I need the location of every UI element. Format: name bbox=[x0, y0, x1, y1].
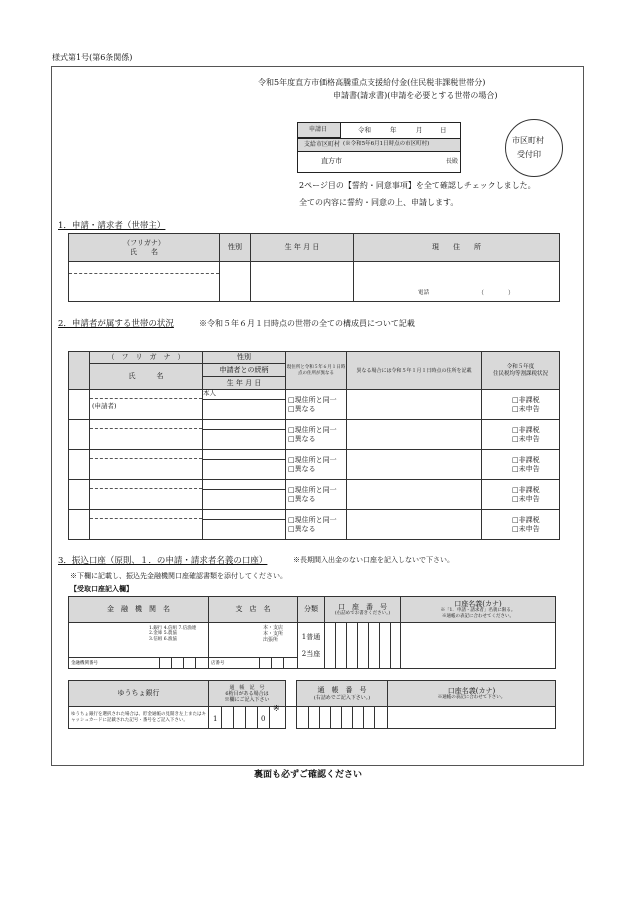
opt-undeclared[interactable]: □未申告 bbox=[512, 434, 540, 443]
opt-diff[interactable]: □異なる bbox=[288, 434, 316, 443]
type-cell[interactable] bbox=[298, 623, 325, 669]
bank-code-label: 金融機関番号 bbox=[71, 661, 98, 666]
name-header: 氏 名 bbox=[130, 247, 158, 256]
phone-label: 電話 bbox=[418, 290, 430, 296]
household-status-header bbox=[482, 352, 560, 390]
member-prev-address-cell[interactable] bbox=[347, 450, 482, 480]
member-prev-address-cell[interactable] bbox=[347, 390, 482, 420]
member-name-cell[interactable] bbox=[90, 390, 203, 420]
passbook-symbol-header bbox=[209, 681, 286, 707]
confirm-line-2: 全ての内容に誓約・同意の上、申請します。 bbox=[299, 198, 459, 207]
applicant-address-cell[interactable] bbox=[354, 262, 560, 302]
reception-stamp-circle bbox=[505, 119, 563, 177]
account-no-cell[interactable] bbox=[325, 623, 401, 669]
symbol-star: ※ bbox=[273, 704, 280, 713]
opt-taxed[interactable]: □非課税 bbox=[512, 456, 540, 465]
footer-note: 裏面も必ずご確認ください bbox=[254, 770, 363, 780]
holder-header bbox=[401, 597, 556, 623]
member-same-cell[interactable] bbox=[286, 450, 347, 480]
municipality-city: 直方市 bbox=[321, 157, 342, 165]
yucho-header: ゆうちょ銀行 bbox=[69, 681, 209, 707]
gender-header: 性別 bbox=[220, 234, 251, 262]
branch-name-cell[interactable] bbox=[209, 623, 298, 669]
title-line-1: 令和5年度直方市価格高騰重点支援給付金(住民税非課税世帯分) bbox=[258, 78, 486, 87]
type-2[interactable]: 2当座 bbox=[301, 649, 321, 658]
applicant-name-cell[interactable] bbox=[69, 262, 220, 302]
account-no-label: 口 座 番 号 bbox=[338, 602, 387, 611]
member-prev-address-cell[interactable] bbox=[347, 420, 482, 450]
dob-header: 生 年 月 日 bbox=[251, 234, 354, 262]
household-name-header: 氏 名 bbox=[90, 364, 203, 390]
section-2-heading: 2．申請者が属する世帯の状況 bbox=[58, 319, 174, 329]
account-no-note: (右詰めでお書きください。) bbox=[334, 611, 391, 616]
municipality-mayor: 長殿 bbox=[446, 158, 459, 165]
member-relation-cell[interactable] bbox=[203, 420, 286, 450]
opt-diff[interactable]: □異なる bbox=[288, 464, 316, 473]
member-name-cell[interactable] bbox=[90, 450, 203, 480]
household-row bbox=[69, 510, 560, 540]
furigana-header: （フリガナ） bbox=[123, 239, 165, 248]
opt-same[interactable]: □現住所と同一 bbox=[288, 426, 337, 435]
opt-taxed[interactable]: □非課税 bbox=[512, 396, 540, 405]
member-status-cell[interactable] bbox=[482, 390, 560, 420]
self-label: 本人 bbox=[203, 389, 216, 397]
passbook-symbol-note-2: ※欄にご記入下さい bbox=[224, 696, 270, 703]
opt-taxed[interactable]: □非課税 bbox=[512, 486, 540, 495]
holder-cell[interactable] bbox=[401, 623, 556, 669]
section-3-sub: 【受取口座記入欄】 bbox=[70, 584, 133, 593]
yucho-holder-note: ※通帳の表記に合わせて下さい。 bbox=[437, 695, 506, 700]
section-3-note-2: ※下欄に記載し、振込先金融機関口座確認書類を添付してください。 bbox=[70, 572, 287, 580]
member-same-cell[interactable] bbox=[286, 420, 347, 450]
opt-diff[interactable]: □異なる bbox=[288, 524, 316, 533]
household-same-header: 現住所と令和５年６月１日時点の住所が異なる bbox=[286, 352, 347, 390]
holder-label: 口座名義(カナ) bbox=[454, 599, 502, 608]
opt-same[interactable]: □現住所と同一 bbox=[288, 486, 337, 495]
opt-taxed[interactable]: □非課税 bbox=[512, 426, 540, 435]
type-1[interactable]: 1普通 bbox=[301, 633, 321, 642]
opt-same[interactable]: □現住所と同一 bbox=[288, 516, 337, 525]
yucho-holder-label: 口座名義(カナ) bbox=[447, 686, 496, 695]
yucho-table bbox=[68, 680, 556, 729]
applicant-tag: (申請者) bbox=[92, 402, 117, 410]
branch-code-label: 店番号 bbox=[211, 661, 225, 666]
member-relation-cell[interactable] bbox=[203, 510, 286, 540]
household-row bbox=[69, 450, 560, 480]
household-row bbox=[69, 390, 560, 420]
member-status-cell[interactable] bbox=[482, 420, 560, 450]
household-furigana-header: （ フ リ ガ ナ ） bbox=[90, 352, 203, 364]
status-header-line-2: 住民税均等割課税状況 bbox=[492, 370, 548, 377]
title-line-2: 申請書(請求書)(申請を必要とする世帯の場合) bbox=[333, 91, 498, 100]
bank-name-header: 金 融 機 関 名 bbox=[69, 597, 209, 623]
confirm-line-1: 2ページ目の【誓約・同意事項】を全て確認しチェックしました。 bbox=[299, 181, 536, 190]
applicant-table bbox=[68, 233, 560, 302]
passbook-symbol-cell[interactable] bbox=[209, 704, 286, 729]
member-prev-address-cell[interactable] bbox=[347, 510, 482, 540]
member-same-cell[interactable] bbox=[286, 390, 347, 420]
municipality-label: 支給市区町村 bbox=[304, 141, 341, 148]
opt-diff[interactable]: □異なる bbox=[288, 404, 316, 413]
section-3-heading: 3．振込口座（原則、１．の申請・請求者名義の口座） bbox=[58, 556, 268, 566]
section-2-note: ※令和５年６月１日時点の世帯の全ての構成員について記載 bbox=[199, 319, 415, 328]
application-date-era: 令和 bbox=[358, 126, 371, 134]
member-prev-address-cell[interactable] bbox=[347, 480, 482, 510]
application-date-month[interactable]: 月 bbox=[416, 126, 423, 134]
household-table bbox=[68, 351, 560, 540]
yucho-holder-header bbox=[388, 681, 556, 707]
member-same-cell[interactable] bbox=[286, 480, 347, 510]
section-1-heading: 1．申請・請求者（世帯主） bbox=[58, 221, 166, 231]
form-label: 様式第1号(第6条関係) bbox=[52, 53, 133, 62]
passbook-no-header bbox=[297, 681, 388, 707]
application-date-day[interactable]: 日 bbox=[440, 126, 447, 134]
phone-parens[interactable]: （ ） bbox=[478, 290, 515, 297]
household-dob-header: 生 年 月 日 bbox=[203, 377, 286, 390]
yucho-instruction: ゆうちょ銀行を選択された場合は、貯金通帳の見開き左上またはキャッシュカードに記載された記号・番号をご記入下さい。 bbox=[69, 707, 209, 729]
passbook-symbol-label: 通 帳 記 号 bbox=[229, 684, 265, 691]
branch-name-header: 支 店 名 bbox=[209, 597, 298, 623]
member-relation-cell[interactable] bbox=[203, 450, 286, 480]
yucho-holder-cell[interactable] bbox=[388, 707, 556, 729]
household-row bbox=[69, 480, 560, 510]
household-relation-header: 申請者との続柄 bbox=[203, 364, 286, 377]
stamp-line-2: 受付印 bbox=[517, 150, 541, 159]
bank-name-cell[interactable] bbox=[69, 623, 209, 669]
section-3-note-1: ※長期間入出金のない口座を記入しないで下さい。 bbox=[293, 556, 454, 564]
applicant-dob-cell[interactable] bbox=[251, 262, 354, 302]
address-header: 現 住 所 bbox=[354, 234, 560, 262]
opt-diff[interactable]: □異なる bbox=[288, 494, 316, 503]
account-no-header bbox=[325, 597, 401, 623]
member-status-cell[interactable] bbox=[482, 480, 560, 510]
symbol-digit-0: 0 bbox=[261, 715, 266, 723]
member-name-cell[interactable] bbox=[90, 480, 203, 510]
application-date-year[interactable]: 年 bbox=[390, 126, 397, 134]
member-same-cell[interactable] bbox=[286, 510, 347, 540]
opt-undeclared[interactable]: □未申告 bbox=[512, 404, 540, 413]
member-relation-cell[interactable] bbox=[203, 390, 286, 420]
applicant-gender-cell[interactable] bbox=[220, 262, 251, 302]
application-date-label: 申請日 bbox=[309, 126, 328, 133]
branch-types: 本・支店 本・支所 出張所 bbox=[263, 625, 284, 643]
passbook-no-label: 通 帳 番 号 bbox=[317, 686, 367, 695]
household-diff-header: 異なる場合には令和５年１月１日時点の住所を記載 bbox=[347, 352, 482, 390]
stamp-line-1: 市区町村 bbox=[512, 136, 544, 145]
opt-same[interactable]: □現住所と同一 bbox=[288, 456, 337, 465]
bank-account-table bbox=[68, 596, 556, 669]
type-header: 分類 bbox=[298, 597, 325, 623]
opt-same[interactable]: □現住所と同一 bbox=[288, 396, 337, 405]
holder-note-1: ※「1．申請・請求者」名義に限る。 bbox=[440, 608, 516, 614]
status-header-line-1: 令和５年度 bbox=[506, 363, 535, 370]
opt-taxed[interactable]: □非課税 bbox=[512, 516, 540, 525]
municipality-note: (※令和5年6月1日時点の市区町村) bbox=[343, 141, 430, 147]
household-gender-header: 性別 bbox=[203, 352, 286, 364]
passbook-no-cell[interactable] bbox=[297, 707, 388, 729]
holder-note-2: ※通帳の表記に合わせてください。 bbox=[442, 613, 514, 619]
member-status-cell[interactable] bbox=[482, 510, 560, 540]
bank-types: 1.銀行 4.信組 7.信漁連 2.金庫 5.農協 3.信組 6.漁協 bbox=[149, 626, 197, 642]
passbook-symbol-note-1: 6桁目がある場合は bbox=[225, 690, 269, 697]
passbook-no-note: (右詰めでご記入下さい。) bbox=[313, 694, 371, 701]
symbol-digit-1: 1 bbox=[213, 715, 218, 723]
member-relation-cell[interactable] bbox=[203, 480, 286, 510]
opt-undeclared[interactable]: □未申告 bbox=[512, 524, 540, 533]
member-status-cell[interactable] bbox=[482, 450, 560, 480]
household-row bbox=[69, 420, 560, 450]
opt-undeclared[interactable]: □未申告 bbox=[512, 494, 540, 503]
member-name-cell[interactable] bbox=[90, 510, 203, 540]
member-name-cell[interactable] bbox=[90, 420, 203, 450]
opt-undeclared[interactable]: □未申告 bbox=[512, 464, 540, 473]
